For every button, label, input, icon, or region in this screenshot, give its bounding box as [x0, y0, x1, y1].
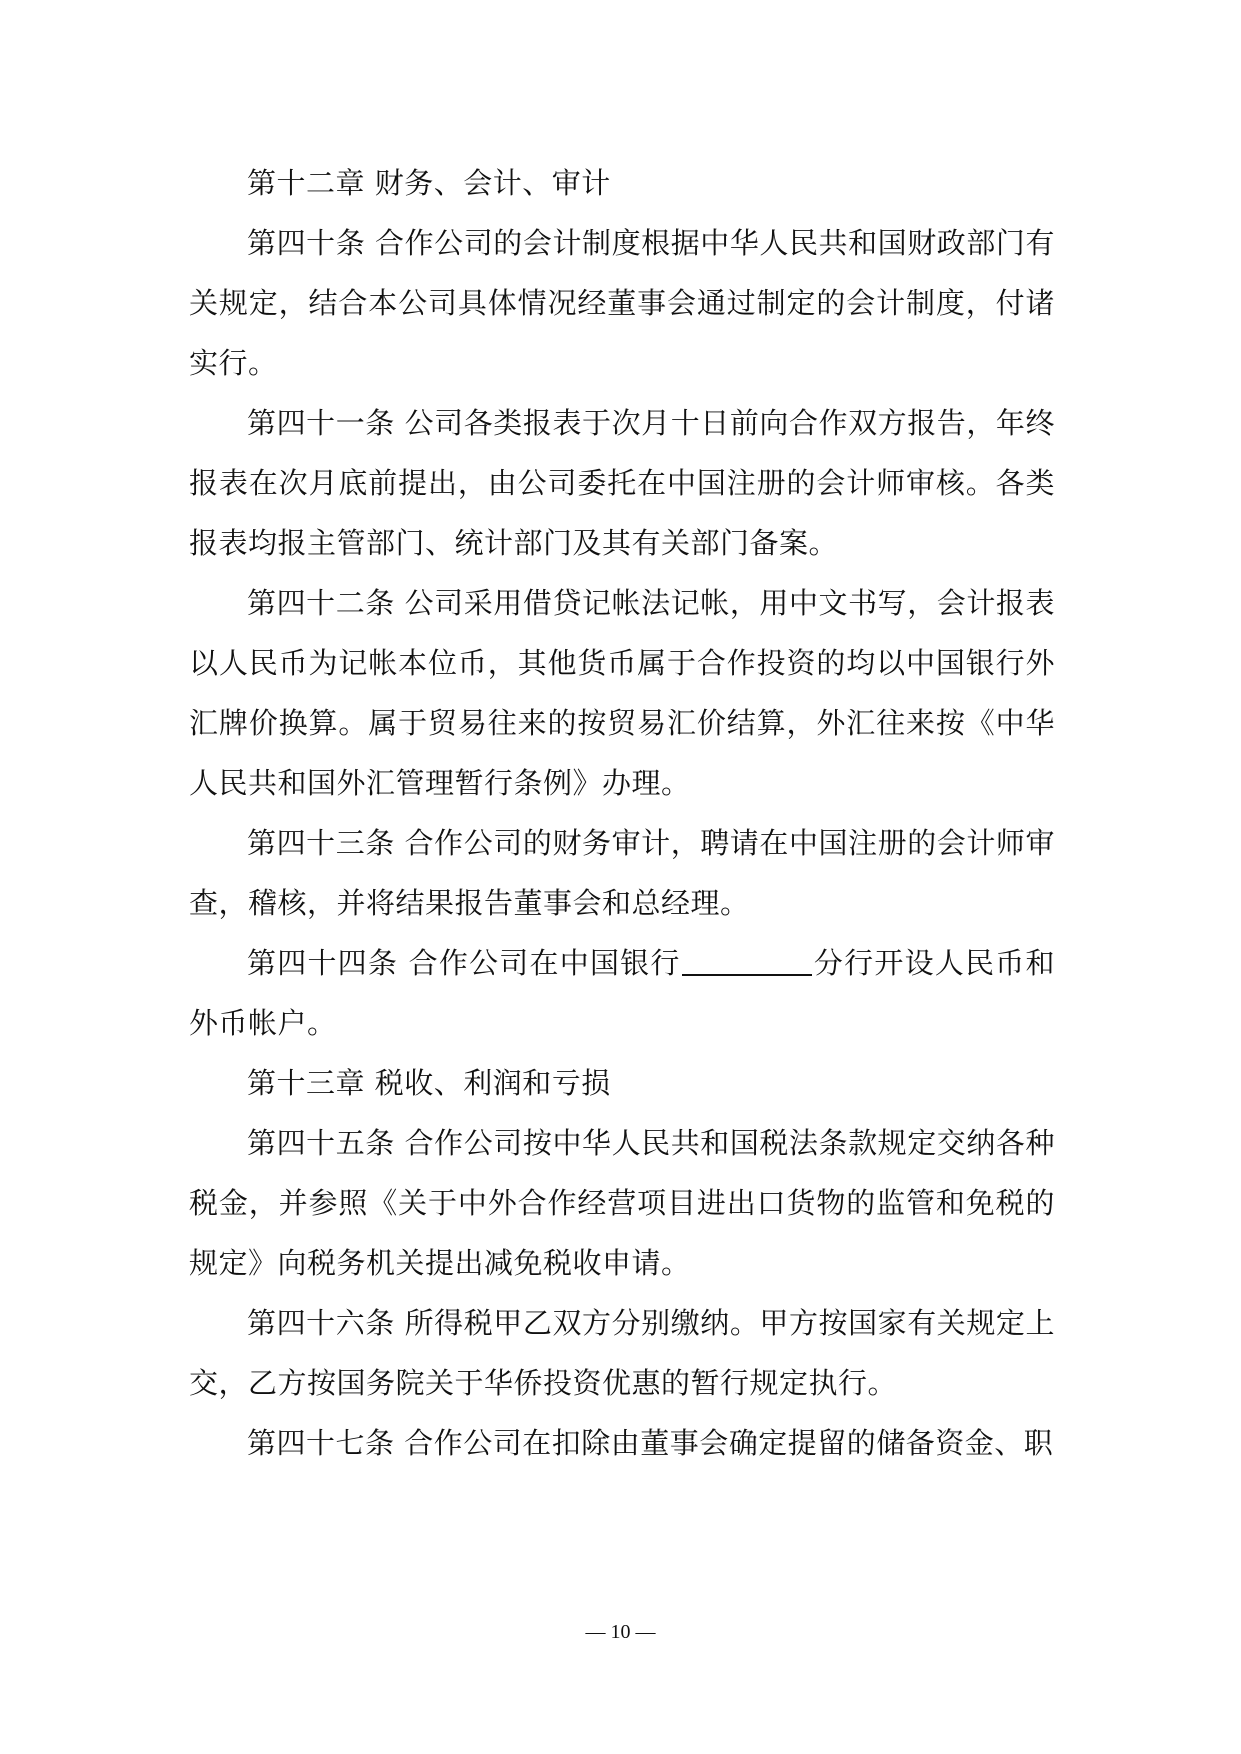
page-number: — 10 —	[585, 1621, 656, 1643]
article-42: 第四十二条 公司采用借贷记帐法记帐，用中文书写，会计报表以人民币为记帐本位币，其他货币属于合作投资的均以中国银行外汇牌价换算。属于贸易往来的按贸易汇价结算，外汇往来按《中华人民共和国外汇管理暂行条例》办理。	[189, 586, 1055, 800]
article-46: 第四十六条 所得税甲乙双方分别缴纳。甲方按国家有关规定上交，乙方按国务院关于华侨投资优惠的暂行规定执行。	[189, 1306, 1055, 1400]
article-47: 第四十七条 合作公司在扣除由董事会确定提留的储备资金、职	[247, 1426, 1054, 1460]
chapter-13-heading: 第十三章 税收、利润和亏损	[247, 1066, 611, 1100]
article-44-text-after: 分行开设人民币和外币帐户。	[189, 946, 1055, 1040]
article-41: 第四十一条 公司各类报表于次月十日前向合作双方报告，年终报表在次月底前提出，由公司委托在中国注册的会计师审核。各类报表均报主管部门、统计部门及其有关部门备案。	[189, 406, 1055, 560]
chapter-12-heading: 第十二章 财务、会计、审计	[247, 166, 611, 200]
article-44	[189, 933, 1055, 1053]
article-40: 第四十条 合作公司的会计制度根据中华人民共和国财政部门有关规定，结合本公司具体情况经董事会通过制定的会计制度，付诸实行。	[189, 226, 1055, 380]
article-43: 第四十三条 合作公司的财务审计，聘请在中国注册的会计师审查，稽核，并将结果报告董事会和总经理。	[189, 826, 1055, 920]
article-45: 第四十五条 合作公司按中华人民共和国税法条款规定交纳各种税金，并参照《关于中外合作经营项目进出口货物的监管和免税的规定》向税务机关提出减免税收申请。	[189, 1126, 1055, 1280]
article-44-text-before: 第四十四条 合作公司在中国银行	[247, 946, 681, 980]
document-body	[189, 153, 1055, 1473]
bank-branch-blank-field	[682, 945, 813, 976]
